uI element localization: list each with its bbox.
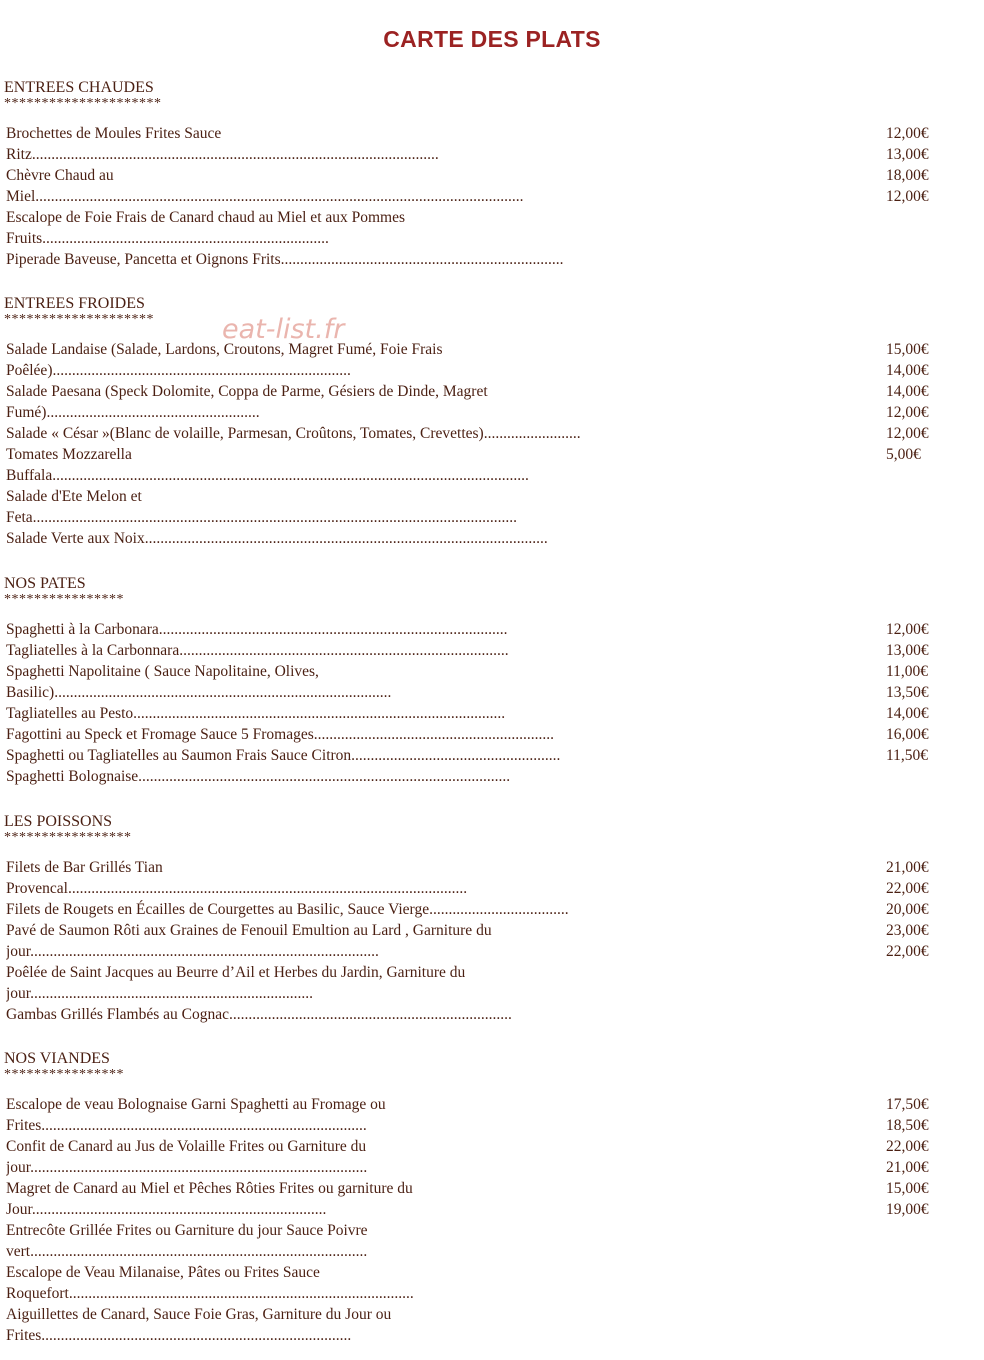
menu-line: Frites................................................................................ <box>6 1327 352 1344</box>
menu-line: Salade Landaise (Salade, Lardons, Croutons, Magret Fumé, Foie Frais <box>6 341 443 358</box>
section-stars: ********************* <box>4 96 162 111</box>
menu-line: Tomates Mozzarella <box>6 446 132 463</box>
price-value: 13,50€ <box>886 684 929 701</box>
watermark-logo: eat-list.fr <box>222 314 345 345</box>
price-value: 18,00€ <box>886 167 929 184</box>
menu-line: Pavé de Saumon Rôti aux Graines de Fenouil Emultion au Lard , Garniture du <box>6 922 492 939</box>
menu-line: Spaghetti Bolognaise................................................................................................ <box>6 768 511 785</box>
menu-line: Poêlée)............................................................................. <box>6 362 351 379</box>
menu-line: Escalope de Foie Frais de Canard chaud au Miel et aux Pommes <box>6 209 406 226</box>
menu-line: Salade Verte aux Noix........................................................................................................ <box>6 530 548 547</box>
menu-line: Fagottini au Speck et Fromage Sauce 5 Fromages.............................................................. <box>6 726 555 743</box>
menu-line: Filets de Bar Grillés Tian <box>6 859 163 876</box>
menu-line: Spaghetti ou Tagliatelles au Saumon Frais Sauce Citron...................................................... <box>6 747 561 764</box>
menu-line: Gambas Grillés Flambés au Cognac......................................................................... <box>6 1006 512 1023</box>
menu-line: Piperade Baveuse, Pancetta et Oignons Frits......................................................................... <box>6 251 564 268</box>
price-column <box>886 619 976 766</box>
dish-lines <box>6 123 886 270</box>
section-stars: **************** <box>4 1067 124 1082</box>
price-value: 11,50€ <box>886 747 929 764</box>
price-value: 18,50€ <box>886 1117 929 1134</box>
menu-line: Feta............................................................................................................................. <box>6 509 518 526</box>
menu-line: jour.......................................................................................... <box>6 943 379 960</box>
price-value: 14,00€ <box>886 362 929 379</box>
menu-line: Spaghetti à la Carbonara.......................................................................................... <box>6 621 508 638</box>
menu-line: Aiguillettes de Canard, Sauce Foie Gras, Garniture du Jour ou <box>6 1306 392 1323</box>
section-stars: ******************** <box>4 312 154 327</box>
menu-line: vert....................................................................................... <box>6 1243 368 1260</box>
menu-line: Tagliatelles à la Carbonnara..................................................................................... <box>6 642 509 659</box>
menu-line: Roquefort......................................................................................... <box>6 1285 414 1302</box>
price-value: 12,00€ <box>886 425 929 442</box>
menu-line: Entrecôte Grillée Frites ou Garniture du jour Sauce Poivre <box>6 1222 368 1239</box>
dish-lines <box>6 1094 886 1346</box>
price-value: 15,00€ <box>886 341 929 358</box>
menu-line: Salade « César »(Blanc de volaille, Parmesan, Croûtons, Tomates, Crevettes)......................... <box>6 425 581 442</box>
section-stars: ***************** <box>4 830 132 845</box>
menu-line: Salade Paesana (Speck Dolomite, Coppa de Parme, Gésiers de Dinde, Magret <box>6 383 488 400</box>
menu-line: Confit de Canard au Jus de Volaille Frites ou Garniture du <box>6 1138 367 1155</box>
price-value: 15,00€ <box>886 1180 929 1197</box>
section-title: NOS PATES <box>4 575 86 592</box>
menu-line: Spaghetti Napolitaine ( Sauce Napolitaine, Olives, <box>6 663 319 680</box>
price-value: 20,00€ <box>886 901 929 918</box>
price-value: 22,00€ <box>886 880 929 897</box>
price-value: 21,00€ <box>886 859 929 876</box>
section-title: LES POISSONS <box>4 813 113 830</box>
price-value: 22,00€ <box>886 943 929 960</box>
price-value: 12,00€ <box>886 621 929 638</box>
price-value: 14,00€ <box>886 383 929 400</box>
price-value: 19,00€ <box>886 1201 929 1218</box>
price-column <box>886 339 976 465</box>
price-value: 13,00€ <box>886 146 929 163</box>
menu-line: jour......................................................................... <box>6 985 313 1002</box>
menu-line: Ritz......................................................................................................... <box>6 146 439 163</box>
dish-lines <box>6 339 886 549</box>
price-value: 5,00€ <box>886 446 921 463</box>
price-value: 12,00€ <box>886 125 929 142</box>
menu-line: Escalope de veau Bolognaise Garni Spaghetti au Fromage ou <box>6 1096 386 1113</box>
price-value: 16,00€ <box>886 726 929 743</box>
section-title: NOS VIANDES <box>4 1050 110 1067</box>
price-column <box>886 1094 976 1220</box>
price-value: 11,00€ <box>886 663 929 680</box>
menu-line: Filets de Rougets en Écailles de Courgettes au Basilic, Sauce Vierge.................................... <box>6 901 569 918</box>
menu-line: Chèvre Chaud au <box>6 167 114 184</box>
dish-lines <box>6 619 886 787</box>
section-title: ENTREES CHAUDES <box>4 79 154 96</box>
menu-line: jour....................................................................................... <box>6 1159 368 1176</box>
menu-line: Basilic)....................................................................................... <box>6 684 392 701</box>
menu-line: Brochettes de Moules Frites Sauce <box>6 125 222 142</box>
menu-line: Tagliatelles au Pesto................................................................................................ <box>6 705 506 722</box>
price-column <box>886 123 976 207</box>
price-value: 22,00€ <box>886 1138 929 1155</box>
menu-line: Miel.............................................................................................................................. <box>6 188 524 205</box>
menu-line: Salade d'Ete Melon et <box>6 488 142 505</box>
price-value: 23,00€ <box>886 922 929 939</box>
menu-line: Frites.................................................................................... <box>6 1117 367 1134</box>
price-value: 14,00€ <box>886 705 929 722</box>
menu-line: Buffala........................................................................................................................... <box>6 467 529 484</box>
menu-line: Magret de Canard au Miel et Pêches Rôties Frites ou garniture du <box>6 1180 413 1197</box>
dish-lines <box>6 857 886 1025</box>
price-value: 13,00€ <box>886 642 929 659</box>
section-stars: **************** <box>4 592 124 607</box>
menu-line: Jour............................................................................ <box>6 1201 327 1218</box>
page-title: CARTE DES PLATS <box>383 26 601 52</box>
section-title: ENTREES FROIDES <box>4 295 145 312</box>
menu-line: Poêlée de Saint Jacques au Beurre d’Ail et Herbes du Jardin, Garniture du <box>6 964 466 981</box>
price-value: 21,00€ <box>886 1159 929 1176</box>
menu-line: Fruits.......................................................................... <box>6 230 329 247</box>
price-value: 12,00€ <box>886 404 929 421</box>
price-value: 12,00€ <box>886 188 929 205</box>
menu-line: Fumé)....................................................... <box>6 404 260 421</box>
menu-line: Provencal....................................................................................................... <box>6 880 468 897</box>
price-column <box>886 857 976 962</box>
price-value: 17,50€ <box>886 1096 929 1113</box>
menu-line: Escalope de Veau Milanaise, Pâtes ou Frites Sauce <box>6 1264 320 1281</box>
